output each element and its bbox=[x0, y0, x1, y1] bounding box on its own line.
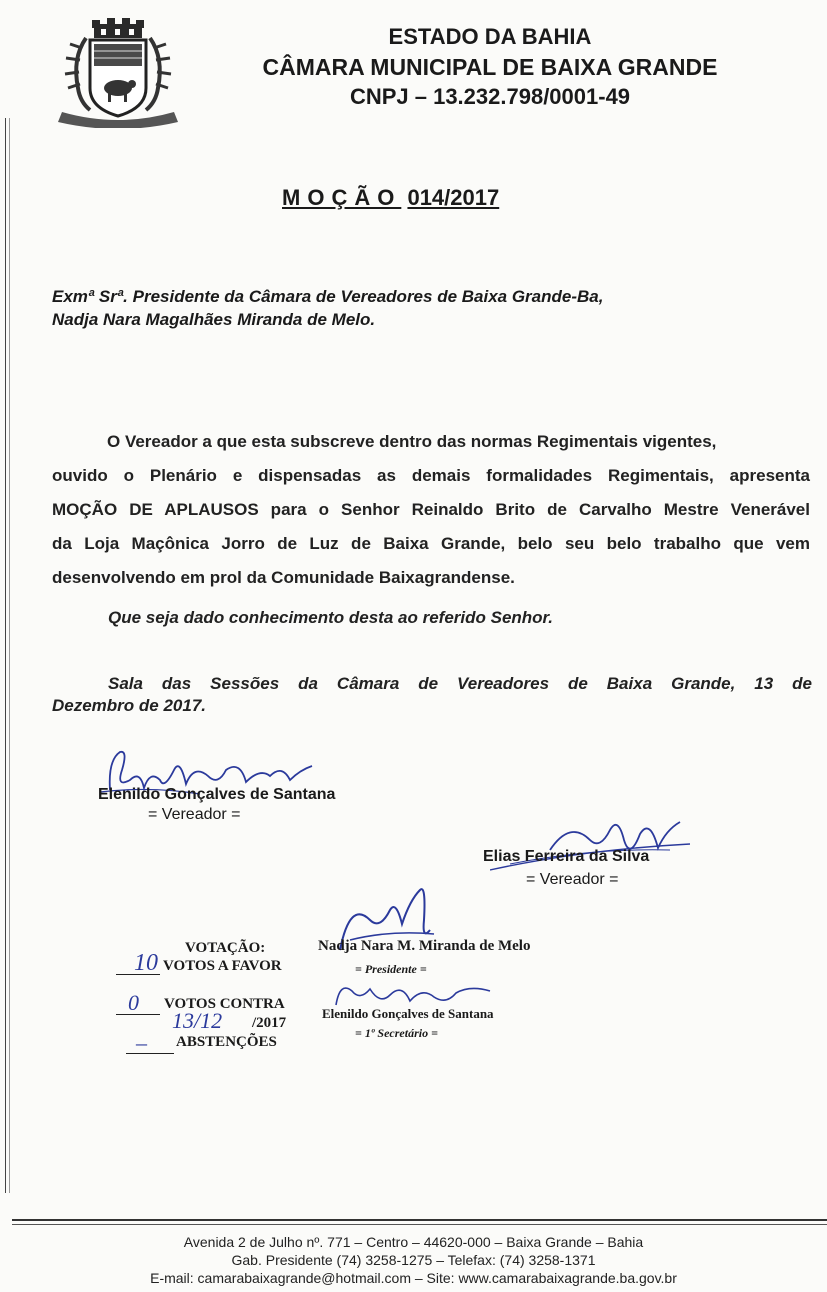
footer-rule bbox=[12, 1219, 827, 1221]
vote-date-year: /2017 bbox=[252, 1015, 287, 1031]
body-line-1: O Vereador a que esta subscreve dentro das normas Regimentais vigentes, bbox=[107, 432, 717, 451]
page-left-border bbox=[5, 118, 6, 1193]
secretary-name: Elenildo Gonçalves de Santana bbox=[322, 1006, 494, 1021]
body-line-2: ouvido o Plenário e dispensadas as demais formalidades Regimentais, apresenta bbox=[52, 466, 810, 485]
signature-elias-image bbox=[490, 810, 700, 880]
footer-contact: E-mail: camarabaixagrande@hotmail.com – Site: www.camarabaixagrande.ba.gov.br bbox=[150, 1270, 677, 1286]
signer-1-role: = Vereador = bbox=[148, 806, 241, 823]
addressee-line-1: Exmª Srª. Presidente da Câmara de Vereadores de Baixa Grande-Ba, bbox=[52, 287, 604, 306]
title-number: 014/2017 bbox=[407, 185, 500, 210]
page-left-border-inner bbox=[9, 118, 10, 1193]
footer-rule-thin bbox=[12, 1224, 827, 1225]
header-cnpj: CNPJ – 13.232.798/0001-49 bbox=[349, 84, 631, 109]
body-line-3: MOÇÃO DE APLAUSOS para o Senhor Reinaldo Brito de Carvalho Mestre Venerável bbox=[52, 500, 810, 519]
signer-2-role: = Vereador = bbox=[526, 871, 619, 888]
coat-of-arms-icon bbox=[52, 18, 184, 128]
body-line-5: desenvolvendo em prol da Comunidade Baixagrandense. bbox=[52, 568, 515, 587]
votes-against-value: 0 bbox=[128, 990, 139, 1015]
footer-phones: Gab. Presidente (74) 3258-1275 – Telefax: (74) 3258-1371 bbox=[231, 1252, 596, 1268]
closing-text: Que seja dado conhecimento desta ao referido Senhor. bbox=[108, 608, 553, 627]
addressee-line-2: Nadja Nara Magalhães Miranda de Melo. bbox=[52, 310, 376, 329]
abstentions-value: – bbox=[136, 1030, 147, 1055]
session-line-2: Dezembro de 2017. bbox=[52, 696, 207, 715]
header-state: ESTADO DA BAHIA bbox=[388, 24, 592, 49]
title-word: MOÇÃO bbox=[282, 185, 402, 210]
abstentions-line bbox=[126, 1053, 174, 1054]
body-line-4: da Loja Maçônica Jorro de Luz de Baixa Grande, belo seu belo trabalho que vem bbox=[52, 534, 810, 553]
voting-label: VOTAÇÃO: bbox=[185, 940, 266, 956]
session-line-1: Sala das Sessões da Câmara de Vereadores de Baixa Grande, 13 de bbox=[108, 674, 812, 693]
signer-2-name: Elias Ferreira da Silva bbox=[483, 848, 650, 865]
secretary-role: = 1º Secretário = bbox=[355, 1026, 438, 1040]
document-title bbox=[282, 185, 499, 211]
signer-1-name: Elenildo Gonçalves de Santana bbox=[98, 786, 336, 803]
president-role: = Presidente = bbox=[355, 962, 427, 976]
vote-date-handwritten: 13/12 bbox=[172, 1008, 223, 1033]
votes-for-label: VOTOS A FAVOR bbox=[163, 958, 282, 974]
votes-for-value: 10 bbox=[134, 950, 158, 976]
abstentions-label: ABSTENÇÕES bbox=[176, 1034, 277, 1050]
header-chamber: CÂMARA MUNICIPAL DE BAIXA GRANDE bbox=[262, 54, 718, 80]
footer-address: Avenida 2 de Julho nº. 771 – Centro – 44620-000 – Baixa Grande – Bahia bbox=[183, 1234, 644, 1250]
president-name: Nadja Nara M. Miranda de Melo bbox=[318, 938, 531, 954]
votes-against-label: VOTOS CONTRA bbox=[164, 996, 285, 1012]
